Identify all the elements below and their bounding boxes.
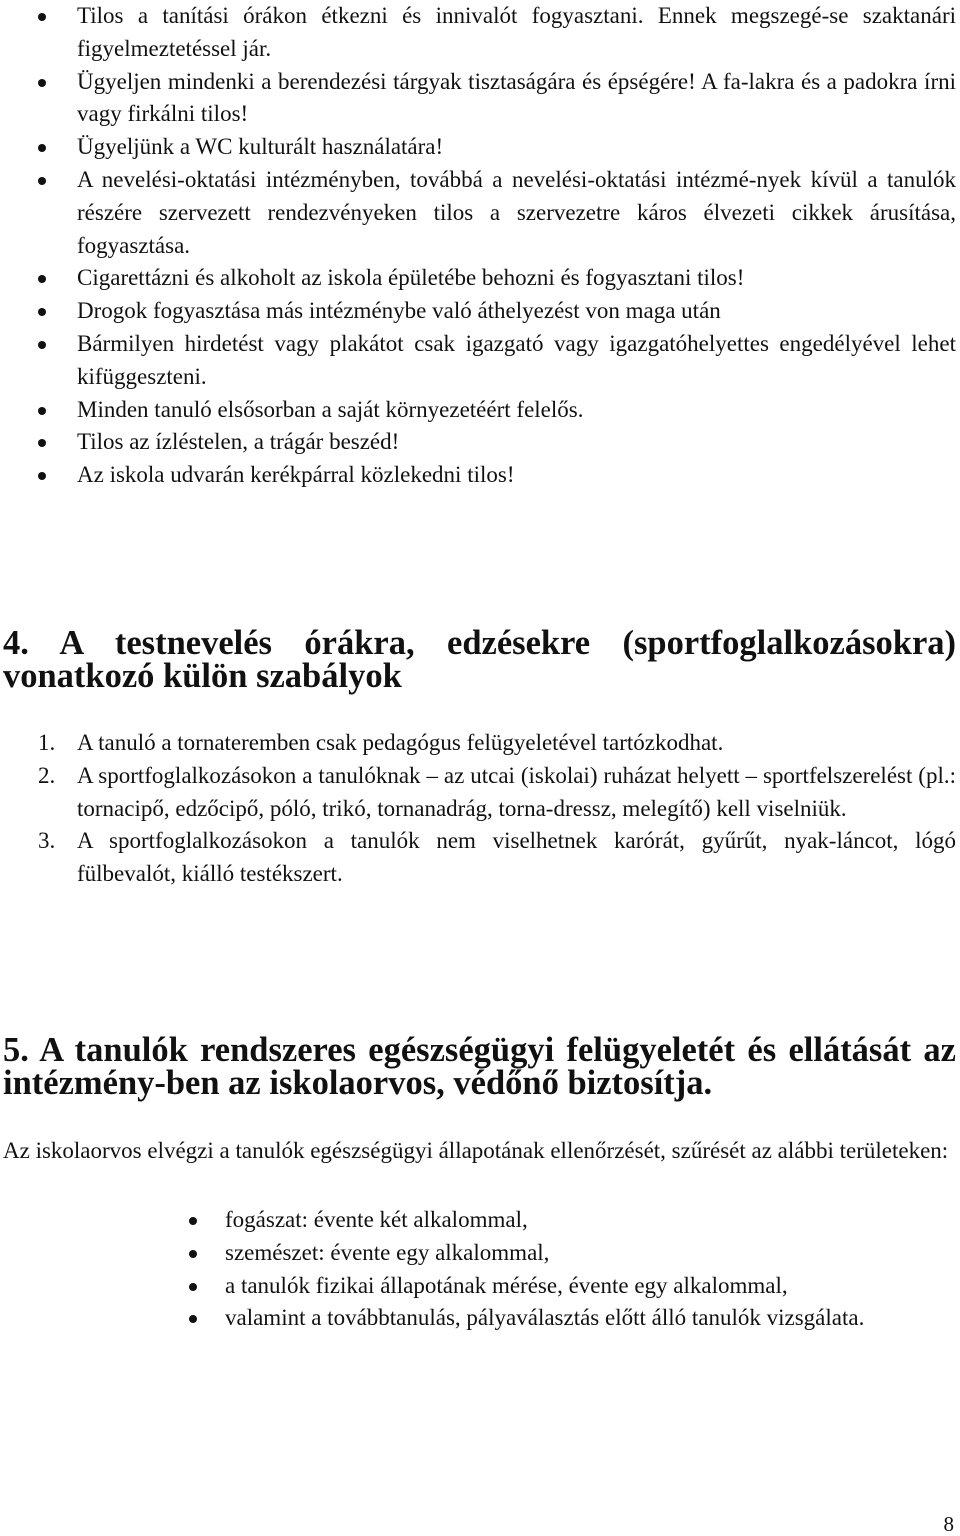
bullet-icon (189, 1250, 197, 1258)
list-item-text: valamint a továbbtanulás, pályaválasztás előtt álló tanulók vizsgálata. (225, 1305, 865, 1331)
list-item (0, 328, 956, 394)
item-number: 2. (38, 762, 56, 788)
list-item (0, 394, 956, 427)
list-item-text: Az iskola udvarán kerékpárral közlekedni tilos! (77, 462, 515, 488)
list-item-text: Tilos az ízléstelen, a trágár beszéd! (77, 429, 400, 455)
bullet-icon (189, 1315, 197, 1323)
list-item (0, 131, 956, 164)
bullet-icon (38, 13, 46, 21)
list-item-text: Ügyeljen mindenki a berendezési tárgyak tisztaságára és épségére! A fa-lakra és a padokra írni vagy firkálni tilos! (77, 68, 956, 127)
item-number: 1. (38, 730, 56, 755)
list-item-text: Tilos a tanítási órákon étkezni és innivalót fogyasztani. Ennek megszegé-se szaktanári figyelmeztetéssel jár. (77, 3, 956, 61)
list-item (0, 760, 956, 826)
list-item (0, 164, 956, 262)
health-intro-paragraph: Az iskolaorvos elvégzi a tanulók egészségügyi állapotának ellenőrzését, szűrését az alábbi területeken: (3, 1138, 949, 1163)
list-item (0, 1204, 956, 1237)
bullet-icon (38, 472, 46, 480)
bullet-icon (38, 407, 46, 415)
list-item (0, 825, 956, 891)
bullet-icon (38, 79, 46, 87)
list-item-text: Ügyeljünk a WC kulturált használatára! (77, 134, 444, 160)
list-item-text: Drogok fogyasztása más intézménybe való áthelyezést von maga után (77, 298, 721, 324)
bullet-icon (38, 308, 46, 316)
bullet-icon (38, 144, 46, 152)
bullet-icon (38, 439, 46, 447)
list-item (0, 426, 956, 459)
list-item (0, 459, 956, 492)
rules-list (0, 0, 956, 492)
list-item (0, 295, 956, 328)
list-item (0, 0, 956, 66)
list-item (0, 1237, 956, 1270)
list-item-text: Bármilyen hirdetést vagy plakátot csak igazgató vagy igazgatóhelyettes engedélyével lehet kifüggeszteni. (77, 330, 956, 389)
list-item (0, 1270, 956, 1303)
list-item-text: A sportfoglalkozásokon a tanulóknak – az utcai (iskolai) ruházat helyett – sportfelszerelést (pl.: tornacipő, edzőcipő, póló, trikó, tornanadrág, torna-dressz, melegítő) kell viselniük. (77, 762, 956, 821)
bullet-icon (189, 1283, 197, 1291)
list-item-text: Minden tanuló elsősorban a saját környezetéért felelős. (77, 396, 584, 422)
health-checks-list (0, 1204, 956, 1335)
section-4-list (0, 727, 956, 891)
list-item (0, 66, 956, 132)
list-item-text: A sportfoglalkozásokon a tanulók nem viselhetnek karórát, gyűrűt, nyak-láncot, lógó fülbevalót, kiálló testékszert. (77, 828, 956, 887)
list-item-text: A tanuló a tornateremben csak pedagógus felügyeletével tartózkodhat. (77, 730, 724, 755)
section-5-heading: 5. A tanulók rendszeres egészségügyi felügyeletét és ellátását az intézmény-ben az iskolaorvos, védőnő biztosítja. (3, 1031, 956, 1102)
bullet-icon (38, 275, 46, 283)
bullet-icon (189, 1217, 197, 1225)
item-number: 3. (38, 828, 56, 854)
bullet-icon (38, 177, 46, 185)
bullet-icon (38, 341, 46, 349)
list-item-text: Cigarettázni és alkoholt az iskola épületébe behozni és fogyasztani tilos! (77, 265, 745, 291)
list-item-text: a tanulók fizikai állapotának mérése, évente egy alkalommal, (225, 1272, 788, 1298)
list-item-text: szemészet: évente egy alkalommal, (225, 1239, 550, 1265)
list-item-text: A nevelési-oktatási intézményben, továbbá a nevelési-oktatási intézmé-nyek kívül a tanulók részére szervezett rendezvényeken tilos a szervezetre káros élvezeti cikkek árusítása, fogyasztása. (77, 166, 956, 258)
section-4-heading: 4. A testnevelés órákra, edzésekre (sportfoglalkozásokra) vonatkozó külön szabályok (3, 624, 956, 695)
list-item (0, 1302, 956, 1335)
list-item-text: fogászat: évente két alkalommal, (225, 1207, 528, 1232)
page-number: 8 (943, 1512, 954, 1536)
list-item (0, 262, 956, 295)
list-item (0, 727, 956, 760)
